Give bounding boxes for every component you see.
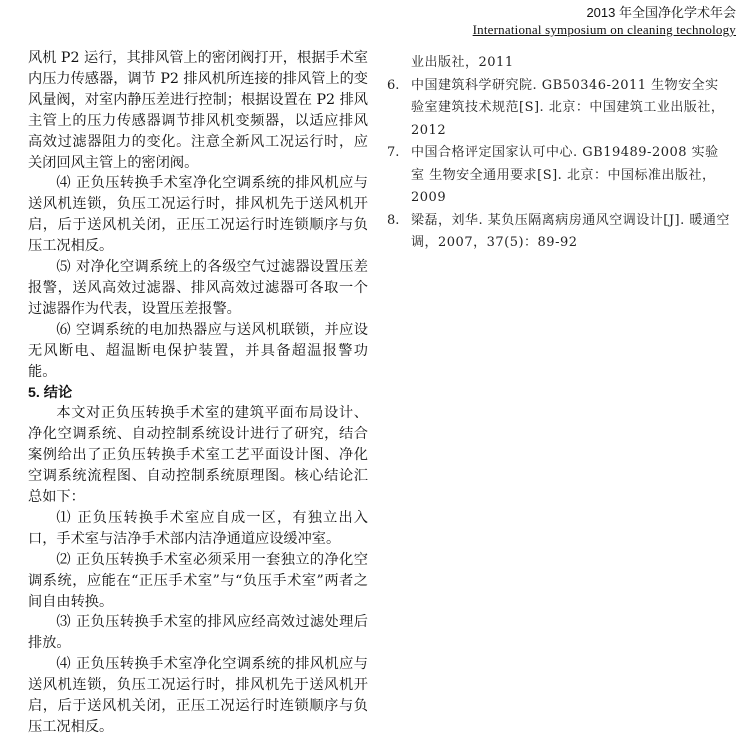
reference-item	[387, 142, 732, 210]
page-header	[473, 4, 736, 38]
reference-item	[387, 75, 732, 143]
section-heading: 5. 结论	[28, 384, 73, 401]
paragraph-7: ⑵ 正负压转换手术室必须采用一套独立的净化空调系统，应能在“正压手术室”与“负压手术室”两者之间自由转换。	[28, 551, 368, 610]
left-column	[28, 48, 368, 738]
reference-text: 梁磊，刘华. 某负压隔离病房通风空调设计[J]. 暖通空调，2007，37(5)：89-92	[411, 212, 730, 250]
paragraph-8: ⑶ 正负压转换手术室的排风应经高效过滤处理后排放。	[28, 614, 368, 652]
reference-list	[387, 52, 732, 255]
reference-text: 业出版社，2011	[411, 55, 514, 70]
conference-title: 2013 年全国净化学术年会	[586, 5, 736, 20]
paragraph-6: ⑴ 正负压转换手术室应自成一区，有独立出入口，手术室与洁净手术部内洁净通道应设缓冲室。	[28, 509, 368, 547]
symposium-title: International symposium on cleaning technology	[472, 22, 736, 37]
paragraph-4: ⑹ 空调系统的电加热器应与送风机联锁，并应设无风断电、超温断电保护装置，并具备超温报警功能。	[28, 321, 368, 380]
reference-text: 中国合格评定国家认可中心. GB19489-2008 实验室 生物安全通用要求[S]. 北京：中国标准出版社，2009	[411, 145, 719, 205]
paragraph-3: ⑸ 对净化空调系统上的各级空气过滤器设置压差报警，送风高效过滤器、排风高效过滤器可各取一个过滤器作为代表，设置压差报警。	[28, 259, 368, 317]
reference-number: 7.	[387, 145, 400, 160]
reference-number: 8.	[387, 212, 400, 228]
reference-item	[387, 210, 732, 255]
reference-number	[387, 52, 411, 75]
paragraph-9: ⑷ 正负压转换手术室净化空调系统的排风机应与送风机连锁，负压工况运行时，排风机先于送风机开启，后于送风机关闭，正压工况运行时连锁顺序与负压工况相反。	[28, 656, 368, 735]
reference-number: 6.	[387, 77, 400, 93]
paragraph-1: 风机 P2 运行，其排风管上的密闭阀打开，根据手术室内压力传感器，调节 P2 排风机所连接的排风管上的变风量阀，对室内静压差进行控制；根据设置在 P2 排风主管上的压力传感器调节排风机变频器，以适应排风高效过滤器阻力的变化。注意全新风工况运行时，应关闭回风主管上的密闭阀。	[28, 50, 368, 171]
reference-item	[387, 52, 732, 75]
paragraph-5: 本文对正负压转换手术室的建筑平面布局设计、净化空调系统、自动控制系统设计进行了研究，结合案例给出了正负压转换手术室工艺平面设计图、净化空调系统流程图、自动控制系统原理图。核心结论汇总如下：	[28, 405, 368, 506]
reference-text: 中国建筑科学研究院. GB50346-2011 生物安全实验室建筑技术规范[S]. 北京：中国建筑工业出版社，2012	[411, 77, 725, 138]
paragraph-2: ⑷ 正负压转换手术室净化空调系统的排风机应与送风机连锁，负压工况运行时，排风机先于送风机开启，后于送风机关闭，正压工况运行时连锁顺序与负压工况相反。	[28, 175, 368, 255]
